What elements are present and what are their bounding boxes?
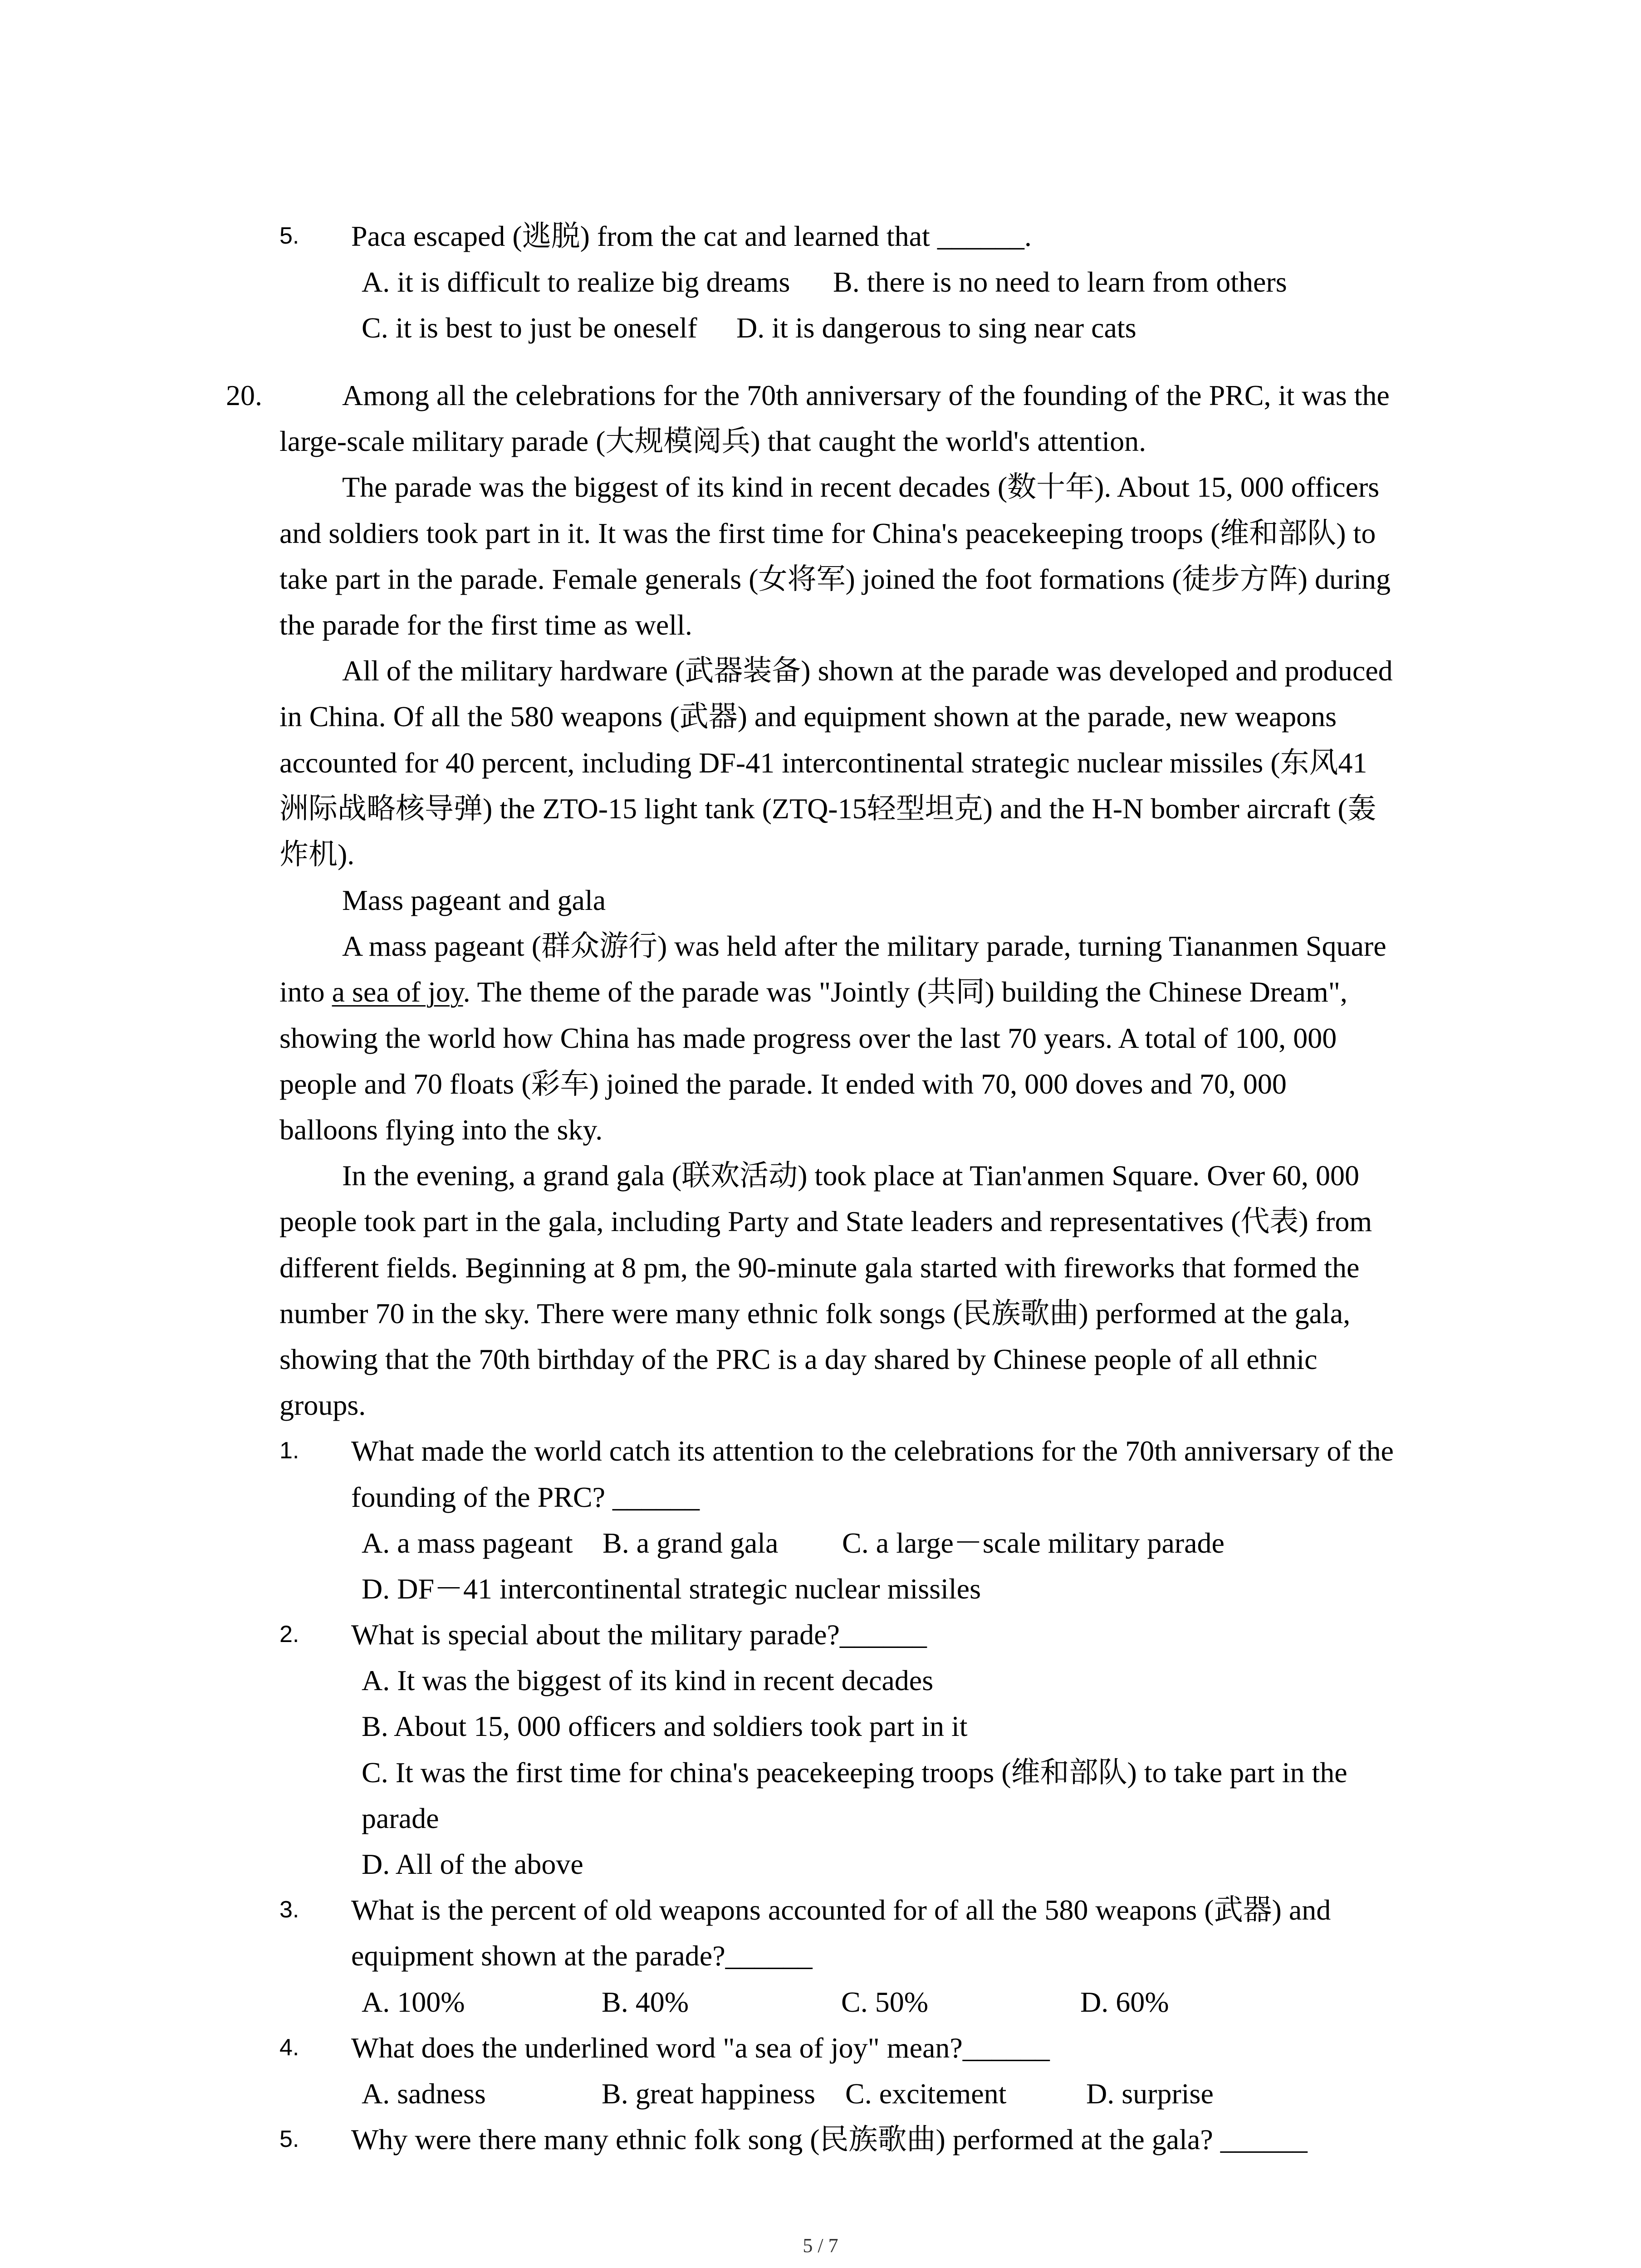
options-row [0, 1520, 1641, 1566]
question-stem: Paca escaped (逃脱) from the cat and learned that ______. [351, 220, 1032, 252]
passage-line: people and 70 floats (彩车) joined the parade. It ended with 70, 000 doves and 70, 000 [279, 1067, 1287, 1100]
question-number: 2. [279, 1621, 299, 1648]
previous-question-block [0, 213, 1641, 351]
passage-line: in China. Of all the 580 weapons (武器) and equipment shown at the parade, new weapons [279, 700, 1337, 733]
question-stem: What is special about the military parade?______ [351, 1618, 927, 1651]
option-c: C. It was the first time for china's peacekeeping troops (维和部队) to take part in the [362, 1756, 1347, 1789]
passage-line: showing the world how China has made progress over the last 70 years. A total of 100, 000 [279, 1022, 1337, 1054]
question-stem-line [0, 1474, 1641, 1520]
question-stem: founding of the PRC? ______ [351, 1481, 700, 1513]
question-stem-line [0, 2116, 1641, 2162]
options-row [0, 2071, 1641, 2116]
passage-line: people took part in the gala, including Party and State leaders and representatives (代表) from [279, 1205, 1372, 1238]
options-row [0, 305, 1641, 351]
passage-line: All of the military hardware (武器装备) shown at the parade was developed and produced [342, 655, 1393, 687]
option-line [0, 1795, 1641, 1841]
question-stem-line [0, 2025, 1641, 2071]
question-stem: Why were there many ethnic folk song (民族歌曲) performed at the gala? ______ [351, 2123, 1308, 2156]
option-line [0, 1657, 1641, 1703]
question-number: 4. [279, 2034, 299, 2061]
option-a: A. It was the biggest of its kind in recent decades [362, 1664, 934, 1697]
passage-line: In the evening, a grand gala (联欢活动) took place at Tian'anmen Square. Over 60, 000 [342, 1159, 1360, 1192]
passage-line: A mass pageant (群众游行) was held after the military parade, turning Tiananmen Square [342, 930, 1386, 963]
question-stem: What does the underlined word "a sea of joy" mean?______ [351, 2031, 1050, 2064]
option-line [0, 1750, 1641, 1795]
option-c: C. excitement [845, 2077, 1007, 2110]
underlined-phrase: a sea of joy [332, 976, 463, 1008]
passage-line: take part in the parade. Female generals (女将军) joined the foot formations (徒步方阵) during [279, 562, 1391, 595]
options-row [0, 259, 1641, 305]
passage-line: 洲际战略核导弹) the ZTO-15 light tank (ZTQ-15轻型坦克) and the H-N bomber aircraft (轰 [279, 792, 1376, 825]
option-a: A. it is difficult to realize big dreams [362, 266, 790, 298]
option-d: D. 60% [1080, 1985, 1169, 2018]
passage-line [0, 969, 1641, 1015]
option-d: D. it is dangerous to sing near cats [736, 312, 1136, 344]
question-2 [0, 1612, 1641, 1887]
option-c: C. 50% [841, 1985, 928, 2018]
question-stem-line [0, 1887, 1641, 1933]
question-number: 5. [279, 2126, 299, 2153]
passage-line [0, 372, 1641, 418]
option-d: D. All of the above [362, 1848, 583, 1880]
passage-line: The parade was the biggest of its kind in recent decades (数十年). About 15, 000 officers [342, 471, 1380, 503]
options-row [0, 1566, 1641, 1612]
passage-line: large-scale military parade (大规模阅兵) that caught the world's attention. [279, 425, 1146, 458]
passage-line: number 70 in the sky. There were many ethnic folk songs (民族歌曲) performed at the gala, [279, 1297, 1351, 1330]
passage-text: Among all the celebrations for the 70th anniversary of the founding of the PRC, it was the [342, 379, 1390, 411]
question-5 [0, 2116, 1641, 2162]
passage-line: the parade for the first time as well. [279, 608, 692, 641]
reading-passage [0, 372, 1641, 1428]
option-d: D. surprise [1086, 2077, 1214, 2110]
option-a: A. sadness [362, 2077, 486, 2110]
options-row [0, 1979, 1641, 2025]
question-stem: equipment shown at the parade?______ [351, 1940, 813, 1972]
page-number: 5 / 7 [803, 2234, 838, 2257]
passage-line: different fields. Beginning at 8 pm, the 90-minute gala started with fireworks that formed the [279, 1251, 1360, 1284]
question-stem: What made the world catch its attention to the celebrations for the 70th anniversary of the [351, 1435, 1394, 1467]
option-line [0, 1703, 1641, 1749]
passage-text: into [279, 976, 332, 1008]
option-d: D. DF－41 intercontinental strategic nuclear missiles [362, 1572, 981, 1605]
option-b: B. About 15, 000 officers and soldiers took part in it [362, 1710, 968, 1743]
option-c-continued: parade [362, 1802, 439, 1834]
passage-line: showing that the 70th birthday of the PRC is a day shared by Chinese people of all ethnic [279, 1343, 1318, 1375]
option-b: B. there is no need to learn from others [833, 266, 1287, 298]
question-stem-line [0, 1933, 1641, 1979]
passage-line: groups. [279, 1389, 366, 1422]
question-number: 5. [279, 223, 299, 249]
passage-line: and soldiers took part in it. It was the first time for China's peacekeeping troops (维和部队) to [279, 517, 1376, 549]
option-a: A. a mass pageant [362, 1526, 573, 1559]
question-stem-line [0, 1428, 1641, 1474]
passage-line: accounted for 40 percent, including DF-41 intercontinental strategic nuclear missiles (东风41 [279, 746, 1367, 779]
question-1 [0, 1428, 1641, 1612]
question-stem-line [0, 1612, 1641, 1657]
option-a: A. 100% [362, 1985, 465, 2018]
reading-passage-block [0, 372, 1641, 2162]
passage-subheading: Mass pageant and gala [342, 884, 606, 917]
option-c: C. it is best to just be oneself [362, 312, 697, 344]
option-b: B. a grand gala [603, 1526, 779, 1559]
question-stem-line [0, 213, 1641, 259]
option-c: C. a large－scale military parade [842, 1526, 1225, 1559]
passage-line: 炸机). [279, 838, 355, 870]
question-number: 3. [279, 1897, 299, 1923]
option-line [0, 1841, 1641, 1887]
question-stem: What is the percent of old weapons accounted for of all the 580 weapons (武器) and [351, 1894, 1331, 1926]
question-number: 1. [279, 1437, 299, 1464]
passage-line: balloons flying into the sky. [279, 1114, 603, 1146]
question-4 [0, 2025, 1641, 2116]
question-3 [0, 1887, 1641, 2025]
passage-text: . The theme of the parade was "Jointly (共同) building the Chinese Dream", [463, 976, 1347, 1008]
passage-number: 20. [226, 379, 262, 411]
option-b: B. 40% [602, 1985, 689, 2018]
option-b: B. great happiness [602, 2077, 815, 2110]
